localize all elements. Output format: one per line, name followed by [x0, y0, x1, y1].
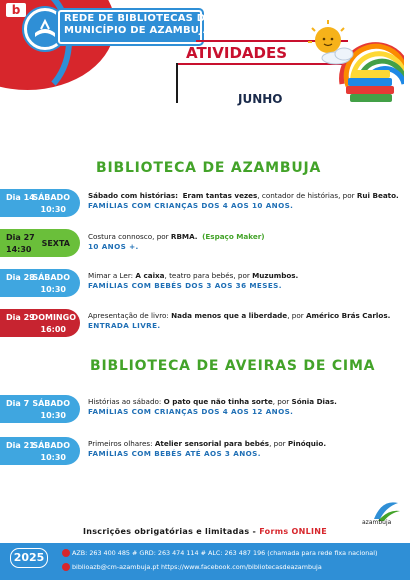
- event-day: Dia 27: [6, 233, 35, 242]
- event-audience: FAMÍLIAS COM CRIANÇAS DOS 4 AOS 10 ANOS.: [88, 201, 294, 210]
- event-description: Apresentação de livro: Nada menos que a liberdade, por Américo Brás Carlos.: [88, 311, 391, 320]
- azambuja-brand-text: azambuja: [362, 519, 392, 526]
- event-audience: ENTRADA LIVRE.: [88, 321, 161, 330]
- event-description: Primeiros olhares: Atelier sensorial para bebés, por Pinóquio.: [88, 439, 327, 448]
- phone-icon: [62, 549, 70, 557]
- event-audience: 10 ANOS +.: [88, 242, 139, 251]
- email-facebook-contacts: biblioazb@cm-azambuja.pt https://www.facebook.com/bibliotecasdeazambuja: [62, 563, 322, 571]
- event-day: Dia 14: [6, 193, 35, 202]
- event-time: 10:30: [40, 285, 66, 294]
- event-weekday: SÁBADO: [32, 441, 70, 450]
- event-description: Mimar a Ler: A caixa, teatro para bebés, por Muzumbos.: [88, 271, 299, 280]
- event-weekday: SÁBADO: [32, 399, 70, 408]
- event-date-pill: [0, 395, 80, 423]
- event-day: Dia 29: [6, 313, 35, 322]
- event-time: 10:30: [40, 453, 66, 462]
- year-badge: 2025: [10, 548, 48, 568]
- phone-contacts: AZB: 263 400 485 # GRD: 263 474 114 # ALC: 263 487 196 (chamada para rede fixa nacional): [62, 549, 378, 557]
- event-time: 10:30: [40, 411, 66, 420]
- event-weekday: SÁBADO: [32, 273, 70, 282]
- event-audience: FAMÍLIAS COM CRIANÇAS DOS 4 AOS 12 ANOS.: [88, 407, 294, 416]
- registration-note: Inscrições obrigatórias e limitadas - Forms ONLINE: [82, 527, 328, 536]
- event-time: 16:00: [40, 325, 66, 334]
- month-label: JUNHO: [238, 92, 283, 106]
- event-description: Histórias ao sábado: O pato que não tinha sorte, por Sónia Dias.: [88, 397, 337, 406]
- section-title-azambuja: BIBLIOTECA DE AZAMBUJA: [96, 160, 322, 176]
- event-date-pill: [0, 437, 80, 465]
- event-date-pill: [0, 269, 80, 297]
- event-day: Dia 28: [6, 273, 35, 282]
- books-stack-icon: [346, 70, 394, 102]
- event-weekday: SEXTA: [41, 239, 70, 248]
- email-icon: [62, 563, 70, 571]
- event-weekday: DOMINGO: [31, 313, 76, 322]
- section-title-aveiras: BIBLIOTECA DE AVEIRAS DE CIMA: [90, 358, 376, 374]
- event-weekday: SÁBADO: [32, 193, 70, 202]
- event-audience: FAMÍLIAS COM BEBÉS ATÉ AOS 3 ANOS.: [88, 449, 261, 458]
- event-day: Dia 7: [6, 399, 30, 408]
- event-time: 10:30: [40, 205, 66, 214]
- logo-badge: b: [6, 3, 26, 17]
- event-date-pill: [0, 309, 80, 337]
- network-title-line2: MUNICÍPIO DE AZAMBUJA: [64, 25, 211, 36]
- event-date-pill: [0, 189, 80, 217]
- sun-icon: [308, 20, 344, 53]
- rainbow-books-illustration: [300, 14, 404, 110]
- activities-bracket: [176, 63, 178, 103]
- event-description: Costura connosco, por RBMA. (Espaço Maker): [88, 232, 265, 241]
- activities-heading: ATIVIDADES: [186, 44, 288, 62]
- event-audience: FAMÍLIAS COM BEBÉS DOS 3 AOS 36 MESES.: [88, 281, 282, 290]
- event-day: Dia 21: [6, 441, 35, 450]
- event-description: Sábado com histórias: Eram tantas vezes, contador de histórias, por Rui Beato.: [88, 191, 399, 200]
- forms-online-link[interactable]: Forms ONLINE: [259, 527, 328, 536]
- event-date-pill: [0, 229, 80, 257]
- event-time: 14:30: [6, 245, 32, 254]
- network-title-line1: REDE DE BIBLIOTECAS DO: [64, 13, 214, 24]
